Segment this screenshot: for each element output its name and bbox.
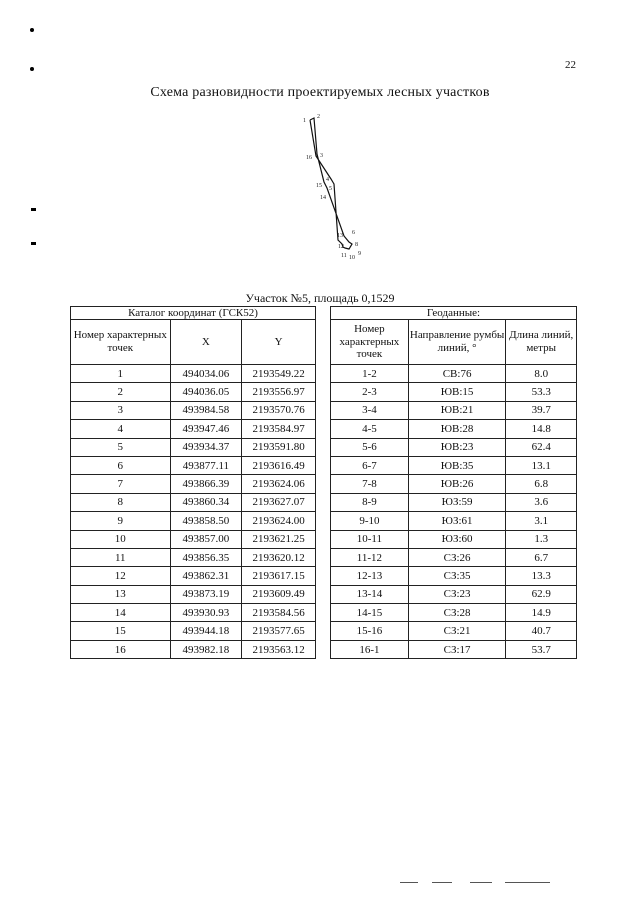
table-cell: 2193624.06 [242,475,316,493]
table-cell: 2193591.80 [242,438,316,456]
table-cell: 3.6 [506,493,577,511]
table-cell: 493944.18 [170,622,242,640]
scheme-label: 2 [317,114,320,120]
plot-scheme [290,108,390,278]
table-cell: 2193549.22 [242,365,316,383]
table-cell: 62.4 [506,438,577,456]
scheme-label: 15 [316,183,322,189]
table-row [71,585,316,603]
table-row [71,604,316,622]
table-row [71,383,316,401]
table-cell: 1 [71,365,171,383]
table-cell: ЮВ:21 [408,401,506,419]
table-cell: 2193577.65 [242,622,316,640]
table-cell: СВ:76 [408,365,506,383]
footer-line [400,882,418,883]
table-cell: СЗ:23 [408,585,506,603]
table-cell: 13-14 [331,585,409,603]
scheme-label: 4 [326,177,329,183]
table-cell: СЗ:26 [408,548,506,566]
margin-mark [30,28,34,32]
table-cell: 2193584.56 [242,604,316,622]
table-cell: 6.8 [506,475,577,493]
table-cell: 493930.93 [170,604,242,622]
table-cell: 7-8 [331,475,409,493]
table-row [331,585,577,603]
table-cell: 53.3 [506,383,577,401]
table-cell: 2193570.76 [242,401,316,419]
table-cell: 2193617.15 [242,567,316,585]
table-cell: 493862.31 [170,567,242,585]
table-cell: 2193609.49 [242,585,316,603]
table-cell: 2193556.97 [242,383,316,401]
footer-line [432,882,452,883]
table-cell: 493982.18 [170,640,242,658]
scheme-label: 3 [320,153,323,159]
table-row [71,420,316,438]
table-row [71,438,316,456]
column-header: Направление румбы линий, ° [408,320,506,365]
table-cell: 5-6 [331,438,409,456]
table-cell: 494034.06 [170,365,242,383]
table-cell: ЮВ:15 [408,383,506,401]
table-cell: СЗ:21 [408,622,506,640]
table-cell: 4-5 [331,420,409,438]
table-cell: СЗ:35 [408,567,506,585]
coordinates-caption: Каталог координат (ГСК52) [71,307,316,320]
table-row [71,530,316,548]
table-row [331,512,577,530]
geodata-caption: Геоданные: [331,307,577,320]
table-cell: 14.9 [506,604,577,622]
table-cell: 11 [71,548,171,566]
table-cell: ЮВ:35 [408,456,506,474]
table-cell: 11-12 [331,548,409,566]
table-cell: 1-2 [331,365,409,383]
page-title: Схема разновидности проектируемых лесных участков [150,85,490,100]
table-cell: 39.7 [506,401,577,419]
scheme-label: 16 [306,155,312,161]
table-cell: 12 [71,567,171,585]
table-cell: 8.0 [506,365,577,383]
table-cell: 2193620.12 [242,548,316,566]
table-cell: 16 [71,640,171,658]
table-cell: ЮВ:28 [408,420,506,438]
table-cell: 8-9 [331,493,409,511]
page-number: 22 [565,59,576,71]
table-cell: 494036.05 [170,383,242,401]
table-row [71,365,316,383]
table-cell: 2193621.25 [242,530,316,548]
table-cell: 13.1 [506,456,577,474]
table-cell: 15 [71,622,171,640]
table-row [331,365,577,383]
scheme-label: 5 [329,186,332,192]
table-cell: 6.7 [506,548,577,566]
table-cell: 493873.19 [170,585,242,603]
table-cell: СЗ:28 [408,604,506,622]
table-cell: ЮЗ:59 [408,493,506,511]
column-header: X [170,320,242,365]
table-cell: 3 [71,401,171,419]
table-cell: ЮЗ:61 [408,512,506,530]
table-cell: 493860.34 [170,493,242,511]
scheme-label: 8 [355,242,358,248]
table-cell: ЮВ:23 [408,438,506,456]
table-row [331,456,577,474]
table-cell: 40.7 [506,622,577,640]
table-cell: 2193616.49 [242,456,316,474]
table-row [331,475,577,493]
coordinates-table [70,306,316,659]
margin-mark [30,67,34,71]
table-cell: 16-1 [331,640,409,658]
table-row [71,512,316,530]
column-header: Номер характерных точек [71,320,171,365]
table-cell: 53.7 [506,640,577,658]
table-cell: 7 [71,475,171,493]
column-header: Y [242,320,316,365]
coordinates-body [71,365,316,659]
table-row [331,420,577,438]
scheme-label: 10 [349,255,355,261]
table-cell: 493984.58 [170,401,242,419]
geodata-body [331,365,577,659]
table-row [331,383,577,401]
table-row [331,530,577,548]
table-cell: ЮЗ:60 [408,530,506,548]
table-cell: 2-3 [331,383,409,401]
plot-caption: Участок №5, площадь 0,1529 [245,291,395,305]
table-row [331,567,577,585]
margin-mark [31,208,36,211]
table-cell: 3.1 [506,512,577,530]
table-cell: 5 [71,438,171,456]
table-row [71,456,316,474]
table-cell: 2193584.97 [242,420,316,438]
table-cell: 2 [71,383,171,401]
table-cell: 2193627.07 [242,493,316,511]
table-cell: 9-10 [331,512,409,530]
scheme-label: 9 [358,251,361,257]
table-cell: 2193624.00 [242,512,316,530]
table-row [71,622,316,640]
table-cell: 10 [71,530,171,548]
table-cell: 62.9 [506,585,577,603]
table-row [331,493,577,511]
table-row [331,604,577,622]
table-row [331,548,577,566]
table-cell: 10-11 [331,530,409,548]
scheme-label: 6 [352,230,355,236]
scheme-label: 14 [320,195,326,201]
table-row [331,622,577,640]
table-cell: 14.8 [506,420,577,438]
table-cell: 6-7 [331,456,409,474]
table-row [331,640,577,658]
table-cell: 493877.11 [170,456,242,474]
table-cell: 4 [71,420,171,438]
table-row [71,401,316,419]
column-header: Номер характерных точек [331,320,409,365]
table-cell: 1.3 [506,530,577,548]
table-cell: СЗ:17 [408,640,506,658]
table-cell: ЮВ:26 [408,475,506,493]
table-cell: 13.3 [506,567,577,585]
table-cell: 15-16 [331,622,409,640]
column-header: Длина линий, метры [506,320,577,365]
table-cell: 14-15 [331,604,409,622]
table-row [71,475,316,493]
table-cell: 2193563.12 [242,640,316,658]
table-row [71,640,316,658]
table-cell: 493934.37 [170,438,242,456]
table-cell: 14 [71,604,171,622]
table-cell: 493866.39 [170,475,242,493]
table-cell: 3-4 [331,401,409,419]
footer-line [505,882,550,883]
table-cell: 12-13 [331,567,409,585]
table-cell: 13 [71,585,171,603]
table-row [71,493,316,511]
scheme-label: 12 [338,244,344,250]
geodata-table [330,306,577,659]
scheme-label: 1 [303,118,306,124]
table-row [331,438,577,456]
table-cell: 6 [71,456,171,474]
table-cell: 493858.50 [170,512,242,530]
scheme-label: 11 [341,253,347,259]
table-cell: 9 [71,512,171,530]
margin-mark [31,242,36,245]
table-row [331,401,577,419]
table-row [71,567,316,585]
table-cell: 493856.35 [170,548,242,566]
scheme-label: 13 [337,233,343,239]
table-cell: 493857.00 [170,530,242,548]
table-cell: 8 [71,493,171,511]
table-cell: 493947.46 [170,420,242,438]
footer-line [470,882,492,883]
table-row [71,548,316,566]
